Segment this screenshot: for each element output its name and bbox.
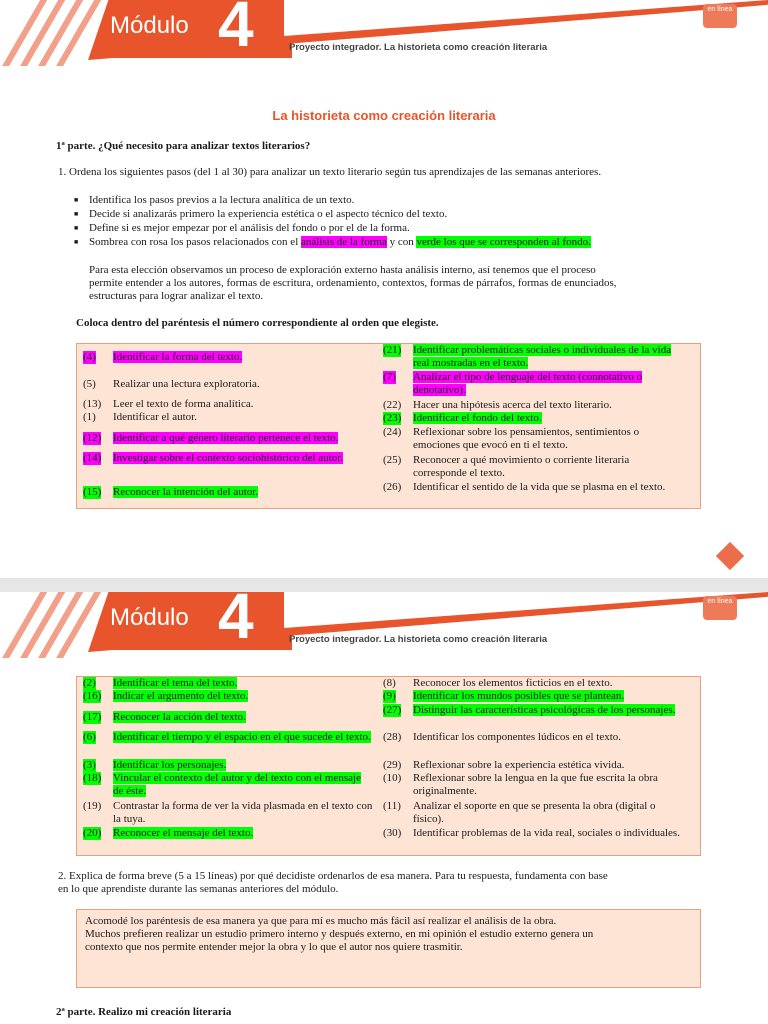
answer-box[interactable] xyxy=(76,909,701,988)
week-label: Semana 4 Semana de integración xyxy=(288,0,386,22)
question-2: 2. Explica de forma breve (5 a 15 líneas) por qué decidiste ordenarlos de esa manera. Para tu respuesta, fundamenta con base xyxy=(58,870,608,882)
step-number[interactable]: (1) xyxy=(83,411,96,423)
step-text: Realizar una lectura exploratoria. xyxy=(113,378,260,390)
step-text: Identificar problemáticas sociales o individuales de la vida real mostradas en el texto. xyxy=(413,344,672,369)
step-number[interactable]: (28) xyxy=(383,731,402,743)
step-text: Vincular el contexto del autor y del texto con el mensaje de éste. xyxy=(113,772,361,797)
answer-line: Acomodé los paréntesis de esa manera ya que para mí es mucho más fácil así realizar el análisis de la obra. xyxy=(85,915,557,927)
step-number[interactable]: (16) xyxy=(83,690,102,702)
page-gap xyxy=(0,578,768,592)
step-number[interactable]: (26) xyxy=(383,481,402,493)
step-number[interactable]: (18) xyxy=(83,772,102,784)
step-number[interactable]: (24) xyxy=(383,426,402,438)
step-number[interactable]: (10) xyxy=(383,772,402,784)
step-text: Analizar el tipo de lenguaje del texto (connotativo o denotativo). xyxy=(413,371,643,396)
step-text: Reflexionar sobre los pensamientos, sentimientos o emociones que evocó en ti el texto. xyxy=(413,426,640,451)
module-label: Módulo xyxy=(110,12,189,39)
step-number[interactable]: (25) xyxy=(383,454,402,466)
paragraph-line: permite entender a los autores, formas de escritura, ordenamiento, contextos, formas de párrafos, formas de enunciados, xyxy=(89,277,617,289)
step-text: Leer el texto de forma analítica. xyxy=(113,398,254,410)
step-number[interactable]: (8) xyxy=(383,677,396,689)
step-number[interactable]: (22) xyxy=(383,399,402,411)
diamond-icon xyxy=(716,542,744,570)
step-number[interactable]: (13) xyxy=(83,398,102,410)
step-text: Identificar a qué género literario pertenece el texto. xyxy=(113,432,339,444)
step-text: Identificar el sentido de la vida que se plasma en el texto. xyxy=(413,481,666,493)
step-text: Identificar el autor. xyxy=(113,411,197,423)
bullet-icon: ■ xyxy=(74,224,79,232)
project-title: Proyecto integrador. La historieta como creación literaria xyxy=(289,634,548,645)
question-1: 1. Ordena los siguientes pasos (del 1 al 30) para analizar un texto literario según tus aprendizajes de las semanas anteriores. xyxy=(58,166,602,178)
step-text: Investigar sobre el contexto sociohistórico del autor. xyxy=(113,452,344,464)
module-header xyxy=(0,0,768,66)
step-number[interactable]: (4) xyxy=(83,351,96,363)
step-text: Distinguir las características psicológicas de los personajes. xyxy=(413,704,676,716)
step-text: Reconocer los elementos ficticios en el texto. xyxy=(413,677,613,689)
document-title: La historieta como creación literaria xyxy=(272,108,496,123)
module-number: 4 xyxy=(218,0,254,60)
step-text: Hacer una hipótesis acerca del texto literario. xyxy=(413,399,612,411)
question-2-cont: en lo que aprendiste durante las semanas anteriores del módulo. xyxy=(58,883,339,895)
step-text: Identificar los personajes. xyxy=(113,759,227,771)
step-number[interactable]: (6) xyxy=(83,731,96,743)
bullet-icon: ■ xyxy=(74,238,79,246)
step-text: Identificar los componentes lúdicos en el texto. xyxy=(413,731,622,743)
step-text: Identificar el fondo del texto. xyxy=(413,412,542,424)
bullet-item: Define si es mejor empezar por el análisis del fondo o por el de la forma. xyxy=(89,222,410,234)
step-number[interactable]: (3) xyxy=(83,759,96,771)
steps-table-2 xyxy=(76,676,701,856)
step-number[interactable]: (12) xyxy=(83,432,102,444)
part1-heading: 1ª parte. ¿Qué necesito para analizar textos literarios? xyxy=(56,140,311,152)
step-text: Analizar el soporte en que se presenta la obra (digital o físico). xyxy=(413,800,656,825)
project-title: Proyecto integrador. La historieta como creación literaria xyxy=(289,42,548,53)
module-label: Módulo xyxy=(110,604,189,631)
paragraph-line: Para esta elección observamos un proceso de exploración externo hasta análisis interno, así tenemos que el proceso xyxy=(89,264,596,276)
instruction: Coloca dentro del paréntesis el número correspondiente al orden que elegiste. xyxy=(76,317,439,329)
steps-table-1 xyxy=(76,343,701,509)
answer-line: contexto que nos permite entender mejor la obra y lo que el autor nos quiere trasmitir. xyxy=(85,941,463,953)
week-label: Semana 4 Semana de integración xyxy=(288,592,386,614)
step-number[interactable]: (23) xyxy=(383,412,402,424)
step-text: Reconocer la intención del autor. xyxy=(113,486,259,498)
step-text: Reflexionar sobre la experiencia estética vivida. xyxy=(413,759,625,771)
step-text: Identificar problemas de la vida real, sociales o individuales. xyxy=(413,827,680,839)
step-text: Reconocer el mensaje del texto. xyxy=(113,827,254,839)
step-text: Indicar el argumento del texto. xyxy=(113,690,249,702)
step-number[interactable]: (14) xyxy=(83,452,102,464)
step-number[interactable]: (11) xyxy=(383,800,401,812)
step-number[interactable]: (15) xyxy=(83,486,102,498)
step-number[interactable]: (27) xyxy=(383,704,402,716)
part2-heading: 2ª parte. Realizo mi creación literaria xyxy=(56,1006,232,1018)
bullet-item: Identifica los pasos previos a la lectura analítica de un texto. xyxy=(89,194,355,206)
step-number[interactable]: (5) xyxy=(83,378,96,390)
module-number: 4 xyxy=(218,580,254,652)
step-number[interactable]: (2) xyxy=(83,677,96,689)
bullet-icon: ■ xyxy=(74,196,79,204)
bullet-item-highlight: Sombrea con rosa los pasos relacionados con el análisis de la forma y con verde los que se corresponden al fondo. xyxy=(89,236,591,248)
step-text: Contrastar la forma de ver la vida plasmada en el texto con la tuya. xyxy=(113,800,373,825)
step-number[interactable]: (20) xyxy=(83,827,102,839)
step-number[interactable]: (29) xyxy=(383,759,402,771)
step-text: Reconocer la acción del texto. xyxy=(113,711,246,723)
paragraph-line: estructuras para lograr analizar el texto. xyxy=(89,290,264,302)
step-text: Reflexionar sobre la lengua en la que fue escrita la obra originalmente. xyxy=(413,772,658,797)
step-text: Identificar el tiempo y el espacio en el que sucede el texto. xyxy=(113,731,371,743)
step-number[interactable]: (19) xyxy=(83,800,102,812)
bullet-item: Decide si analizarás primero la experiencia estética o el aspecto técnico del texto. xyxy=(89,208,448,220)
document-page-2 xyxy=(0,580,768,1024)
prepa-logo: en línea xyxy=(703,596,737,620)
step-text: Reconocer a qué movimiento o corriente literaria corresponde el texto. xyxy=(413,454,630,479)
step-number[interactable]: (30) xyxy=(383,827,402,839)
step-number[interactable]: (7) xyxy=(383,371,396,383)
bullet-icon: ■ xyxy=(74,210,79,218)
step-text: Identificar la forma del texto. xyxy=(113,351,243,363)
prepa-logo: en línea xyxy=(703,4,737,28)
step-text: Identificar los mundos posibles que se plantean. xyxy=(413,690,625,702)
module-header xyxy=(0,580,768,658)
step-text: Identificar el tema del texto. xyxy=(113,677,238,689)
step-number[interactable]: (21) xyxy=(383,344,402,356)
step-number[interactable]: (17) xyxy=(83,711,102,723)
step-number[interactable]: (9) xyxy=(383,690,396,702)
answer-line: Muchos prefieren realizar un estudio primero interno y después externo, en mi opinión el estudio externo genera un xyxy=(85,928,594,940)
